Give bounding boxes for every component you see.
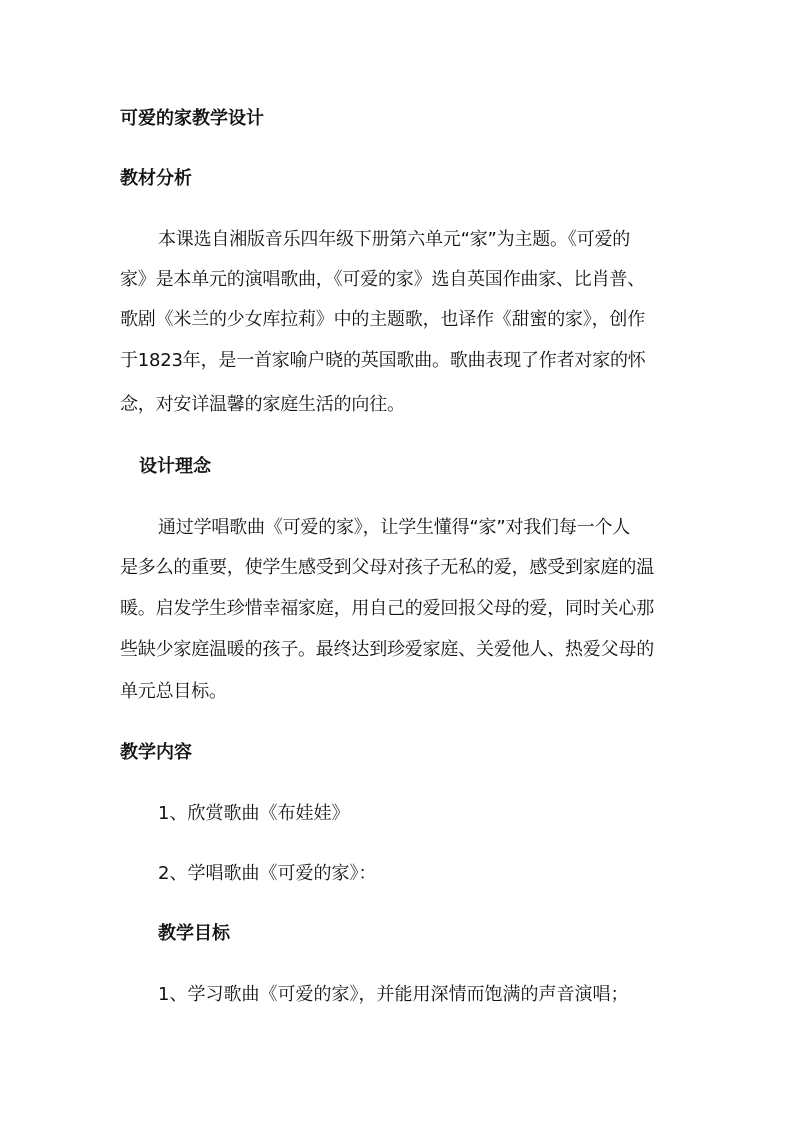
section-heading-content: 教学内容 [120,742,192,763]
section-heading-goals: 教学目标 [158,923,230,944]
list-item: 2、学唱歌曲《可爱的家》： [158,863,377,884]
paragraph-line: 暖。启发学生珍惜幸福家庭，用自己的爱回报父母的爱，同时关心那 [120,598,654,619]
paragraph-line: 于1823年，是一首家喻户晓的英国歌曲。歌曲表现了作者对家的怀 [120,350,646,371]
section-heading-material: 教材分析 [120,168,192,189]
section-heading-concept: 设计理念 [139,456,211,477]
paragraph-line: 念，对安详温馨的家庭生活的向往。 [120,394,405,415]
paragraph-line: 是多么的重要，使学生感受到父母对孩子无私的爱，感受到家庭的温 [120,557,654,578]
list-item: 1、学习歌曲《可爱的家》，并能用深情而饱满的声音演唱； [158,984,629,1005]
paragraph-line: 本课选自湘版音乐四年级下册第六单元“家”为主题。《可爱的 [158,229,631,250]
paragraph-line: 歌剧《米兰的少女库拉莉》中的主题歌，也译作《甜蜜的家》，创作 [120,309,645,330]
paragraph-line: 单元总目标。 [120,681,227,702]
list-item: 1、欣赏歌曲《布娃娃》 [158,803,350,824]
paragraph-line: 些缺少家庭温暖的孩子。最终达到珍爱家庭、关爱他人、热爱父母的 [120,639,654,660]
document-title: 可爱的家教学设计 [120,108,264,129]
paragraph-line: 家》是本单元的演唱歌曲，《可爱的家》选自英国作曲家、比肖普、 [120,269,645,290]
paragraph-line: 通过学唱歌曲《可爱的家》，让学生懂得“家”对我们每一个人 [158,517,631,538]
